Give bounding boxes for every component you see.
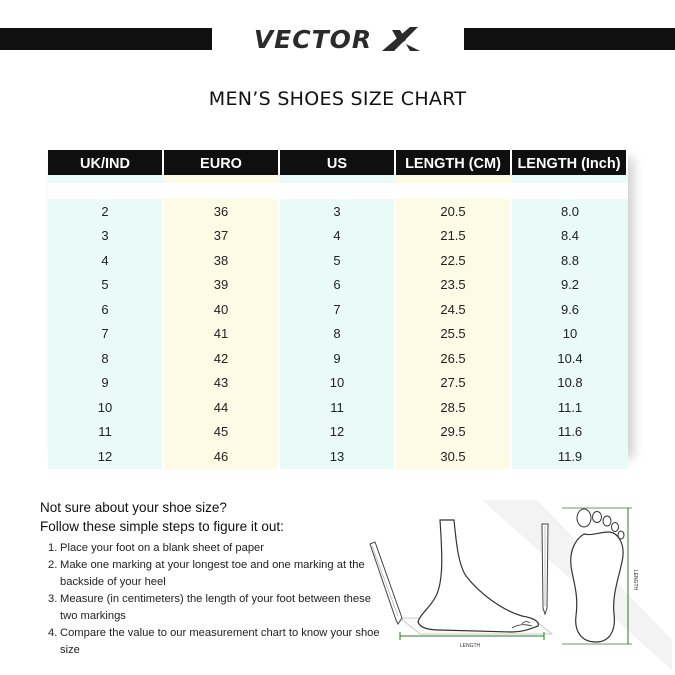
toe-3 [603,516,611,526]
brand-name: VECTOR [253,24,373,54]
table-cell: 9.6 [512,297,628,322]
foot-measurement-illustration [362,500,672,670]
instructions-heading-2: Follow these simple steps to figure it out: [40,519,284,534]
table-spacer [48,175,164,183]
table-cell: 5 [48,273,164,298]
length-label-side: LENGTH [632,569,638,591]
table-spacer [280,175,396,183]
step-number: 3. [48,593,58,605]
length-label-bottom: LENGTH [459,643,481,649]
table-cell: 7 [280,297,396,322]
table-cell: 9 [48,371,164,396]
size-chart-grid [48,150,628,469]
table-cell: 21.5 [396,224,512,249]
table-cell: 11.1 [512,395,628,420]
toe-4 [612,523,619,532]
instruction-step [40,540,380,557]
table-cell: 10 [280,371,396,396]
table-cell: 8.8 [512,248,628,273]
foot-side-icon [418,520,538,632]
vector-x-logo-icon [380,24,422,54]
table-cell: 10 [512,322,628,347]
table-cell: 44 [164,395,280,420]
table-cell: 41 [164,322,280,347]
table-cell: 28.5 [396,395,512,420]
table-cell: 11.6 [512,420,628,445]
table-cell: 45 [164,420,280,445]
table-cell: 43 [164,371,280,396]
table-cell: 8.4 [512,224,628,249]
table-spacer [164,175,280,183]
pencil-left-icon [370,542,402,624]
table-cell: 24.5 [396,297,512,322]
table-cell: 8.0 [512,199,628,224]
table-cell: 37 [164,224,280,249]
table-cell: 8 [48,346,164,371]
length-dimension-bottom [400,632,544,649]
header-cell-3: LENGTH (CM) [396,150,512,178]
header-cell-0: UK/IND [48,150,164,178]
table-cell: 6 [48,297,164,322]
table-cell: 39 [164,273,280,298]
size-chart-table [48,150,628,464]
instructions [40,498,380,659]
instructions-heading-1: Not sure about your shoe size? [40,500,227,515]
table-cell: 12 [48,444,164,469]
step-text: Measure (in centimeters) the length of your foot between these two markings [60,593,371,622]
toe-1 [577,509,591,527]
table-cell: 3 [280,199,396,224]
table-cell: 36 [164,199,280,224]
table-cell: 11.9 [512,444,628,469]
step-number: 2. [48,559,58,571]
table-cell: 46 [164,444,280,469]
table-cell: 10 [48,395,164,420]
table-cell: 42 [164,346,280,371]
table-cell: 25.5 [396,322,512,347]
table-cell: 27.5 [396,371,512,396]
header-bar-left [0,28,212,50]
table-cell: 9.2 [512,273,628,298]
table-cell: 10.4 [512,346,628,371]
table-cell: 6 [280,273,396,298]
pencil-right-icon [542,524,548,614]
table-cell: 5 [280,248,396,273]
table-cell: 10.8 [512,371,628,396]
table-spacer [396,175,512,183]
table-cell: 12 [280,420,396,445]
table-cell: 4 [48,248,164,273]
header-cell-1: EURO [164,150,280,178]
step-number: 4. [48,627,58,639]
table-cell: 4 [280,224,396,249]
table-spacer [512,175,628,183]
table-cell: 9 [280,346,396,371]
page-title: MEN’S SHOES SIZE CHART [208,88,467,110]
instructions-steps [40,540,380,659]
table-cell: 30.5 [396,444,512,469]
footprint-top-icon [571,532,623,642]
header-bar-right [464,28,675,50]
table-cell: 7 [48,322,164,347]
instruction-step [40,625,380,659]
table-cell: 20.5 [396,199,512,224]
table-cell: 3 [48,224,164,249]
table-cell: 13 [280,444,396,469]
table-cell: 40 [164,297,280,322]
table-cell: 2 [48,199,164,224]
instruction-step [40,591,380,625]
table-cell: 11 [280,395,396,420]
table-cell: 38 [164,248,280,273]
table-cell: 11 [48,420,164,445]
step-text: Place your foot on a blank sheet of paper [60,542,264,554]
table-cell: 29.5 [396,420,512,445]
toe-2 [593,512,602,523]
table-cell: 22.5 [396,248,512,273]
step-text: Compare the value to our measurement chart to know your shoe size [60,627,380,656]
table-cell: 26.5 [396,346,512,371]
toe-5 [618,531,624,539]
table-cell: 8 [280,322,396,347]
instruction-step [40,557,380,591]
brand-logo [212,20,464,58]
step-number: 1. [48,542,58,554]
header-cell-4: LENGTH (Inch) [512,150,628,178]
table-cell: 23.5 [396,273,512,298]
step-text: Make one marking at your longest toe and one marking at the backside of your heel [60,559,365,588]
header-cell-2: US [280,150,396,178]
